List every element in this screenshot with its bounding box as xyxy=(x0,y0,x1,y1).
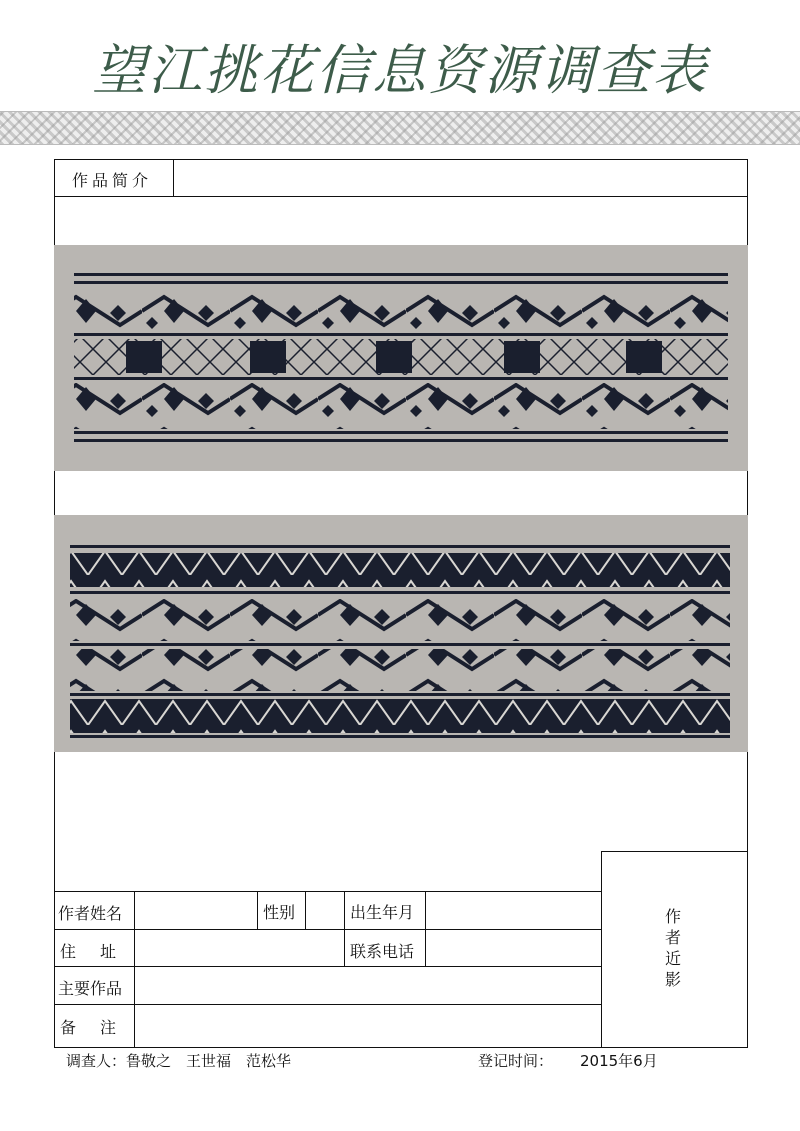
remarks-label: 备 注 xyxy=(60,1018,121,1037)
divider xyxy=(173,159,174,196)
intro-field[interactable] xyxy=(175,161,745,194)
works-field[interactable] xyxy=(136,968,600,1003)
divider xyxy=(54,891,601,892)
birth-label: 出生年月 xyxy=(350,903,415,922)
remarks-field[interactable] xyxy=(136,1006,600,1046)
divider xyxy=(601,851,748,852)
embroidery-photo-2 xyxy=(54,515,748,752)
phone-label: 联系电话 xyxy=(350,942,415,961)
divider xyxy=(54,929,601,930)
phone-field[interactable] xyxy=(427,931,600,965)
date-label: 登记时间： xyxy=(478,1052,554,1070)
divider xyxy=(344,891,345,966)
author-name-field[interactable] xyxy=(136,893,256,928)
gender-label: 性别 xyxy=(263,903,296,922)
author-name-label: 作者姓名 xyxy=(58,904,123,923)
intro-label: 作品简介 xyxy=(72,171,153,190)
divider xyxy=(134,891,135,1048)
page-title: 望江挑花信息资源调查表 xyxy=(92,39,708,102)
date-value: 2015年6月 xyxy=(580,1052,658,1070)
divider xyxy=(54,1004,601,1005)
divider xyxy=(305,891,306,929)
embroidery-photo-1 xyxy=(54,245,748,471)
divider xyxy=(54,966,601,967)
divider xyxy=(257,891,258,929)
birth-field[interactable] xyxy=(427,893,600,928)
gender-field[interactable] xyxy=(307,893,343,928)
surveyors-text: 调查人：鲁敬之 王世福 范松华 xyxy=(66,1052,292,1070)
address-field[interactable] xyxy=(136,931,343,965)
decorative-pattern-band xyxy=(0,111,800,145)
divider xyxy=(54,196,748,197)
divider xyxy=(425,891,426,966)
divider xyxy=(601,851,602,1048)
author-photo-label: 作者近影 xyxy=(664,907,681,989)
works-label: 主要作品 xyxy=(58,979,123,998)
address-label: 住 址 xyxy=(60,942,121,961)
